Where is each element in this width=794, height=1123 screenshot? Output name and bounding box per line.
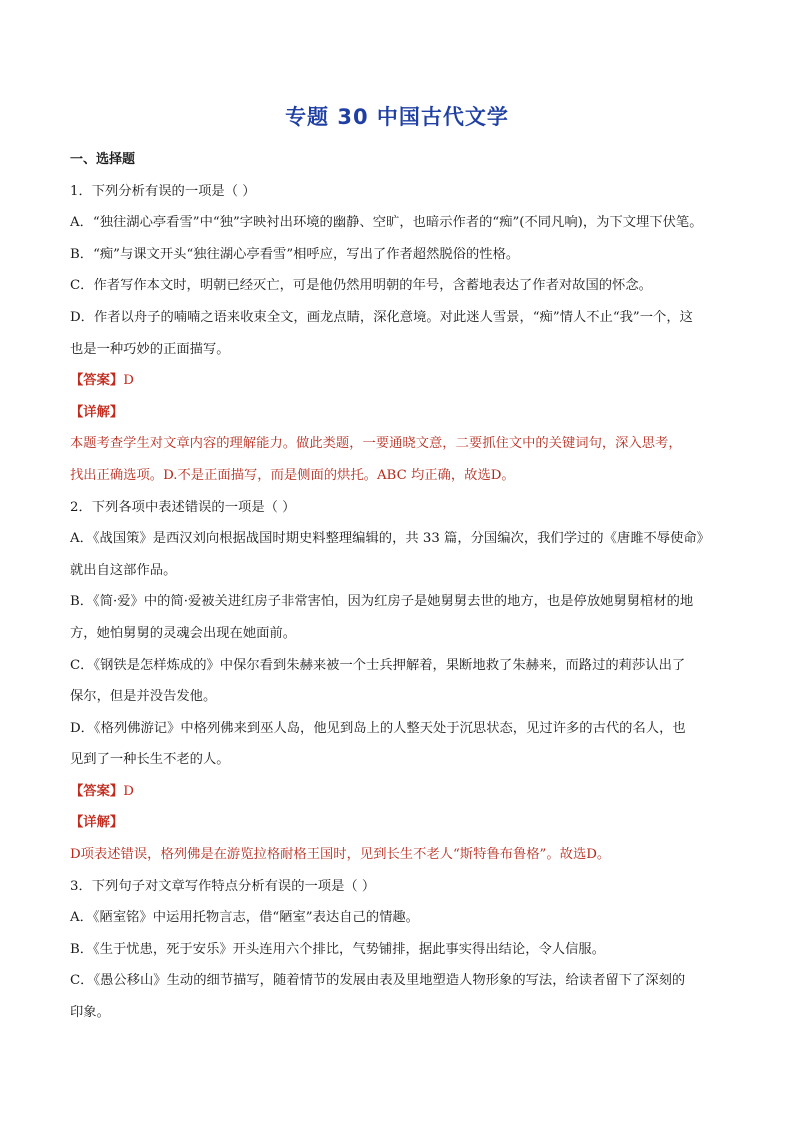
- q2-option-a-line1: A．《战国策》是西汉刘向根据战国时期史料整理编辑的，共 33 篇，分国编次，我们学过的《唐雎不辱使命》: [70, 531, 710, 547]
- q2-detail-heading: [70, 807, 732, 839]
- q1-detail-line2: 找出正确选项。D.不是正面描写，而是侧面的烘托。ABC 均正确，故选D。: [70, 467, 515, 483]
- page-title: 专题 30 中国古代文学: [285, 105, 509, 129]
- q2-stem: 2．下列各项中表述错误的一项是（ ）: [70, 499, 296, 515]
- q2-option-d-line1: D．《格列佛游记》中格列佛来到巫人岛，他见到岛上的人整天处于沉思状态，见过许多的古代的名人，也: [70, 720, 686, 736]
- q2-option-d-line2: 见到了一种长生不老的人。: [70, 752, 230, 768]
- q1-option-b: B．“痴”与课文开头“独往湖心亭看雪”相呼应，写出了作者超然脱俗的性格。: [70, 246, 520, 262]
- q1-option-a: A．“独往湖心亭看雪”中“独”字映衬出环境的幽静、空旷，也暗示作者的“痴”(不同凡响)，为下文埋下伏笔。: [70, 215, 703, 231]
- q1-detail-line1: 本题考查学生对文章内容的理解能力。做此类题，一要通晓文意，二要抓住文中的关键词句，深入思考，: [70, 436, 682, 452]
- q3-stem: 3．下列句子对文章写作特点分析有误的一项是（ ）: [70, 878, 376, 894]
- answer-tag: 【答案】: [70, 373, 124, 389]
- q2-detail-line1: D项表述错误，格列佛是在游览拉格耐格王国时，见到长生不老人“斯特鲁布鲁格”。故选D。: [70, 847, 611, 863]
- q1-detail-heading: [70, 397, 732, 429]
- q2-option-c-line2: 保尔，但是并没告发他。: [70, 689, 217, 705]
- q1-answer: [70, 365, 732, 397]
- q1-option-c: C．作者写作本文时，明朝已经灭亡，可是他仍然用明朝的年号，含蓄地表达了作者对故国的怀念。: [70, 278, 652, 294]
- q3-option-b: B．《生于忧患，死于安乐》开头连用六个排比，气势铺排，据此事实得出结论，令人信服。: [70, 941, 605, 957]
- detail-tag: 【详解】: [70, 815, 124, 831]
- q1-option-d-line2: 也是一种巧妙的正面描写。: [70, 341, 230, 357]
- q2-option-a-line2: 就出自这部作品。: [70, 562, 177, 578]
- section-heading: 一、选择题: [70, 152, 136, 167]
- q2-answer: [70, 776, 732, 808]
- document-content: [70, 144, 732, 1029]
- q2-option-b-line2: 方，她怕舅舅的灵魂会出现在她面前。: [70, 625, 297, 641]
- q2-option-b-line1: B．《简·爱》中的简·爱被关进红房子非常害怕，因为红房子是她舅舅去世的地方，也是停放她舅舅棺材的地: [70, 594, 694, 610]
- q1-option-d-line1: D．作者以舟子的喃喃之语来收束全文，画龙点睛，深化意境。对此迷人雪景，“痴”情人不止“我”一个，这: [70, 309, 693, 325]
- q3-option-a: A．《陋室铭》中运用托物言志，借“陋室”表达自己的情趣。: [70, 910, 419, 926]
- answer-tag: 【答案】: [70, 783, 124, 799]
- q3-option-c-line2: 印象。: [70, 1005, 110, 1021]
- q1-answer-value: D: [123, 373, 134, 389]
- q3-option-c-line1: C．《愚公移山》生动的细节描写，随着情节的发展由表及里地塑造人物形象的写法，给读者留下了深刻的: [70, 973, 686, 989]
- q2-answer-value: D: [123, 783, 134, 799]
- q1-stem: 1．下列分析有误的一项是（ ）: [70, 183, 256, 199]
- detail-tag: 【详解】: [70, 404, 124, 420]
- q2-option-c-line1: C．《钢铁是怎样炼成的》中保尔看到朱赫来被一个士兵押解着，果断地救了朱赫来，而路过的莉莎认出了: [70, 657, 686, 673]
